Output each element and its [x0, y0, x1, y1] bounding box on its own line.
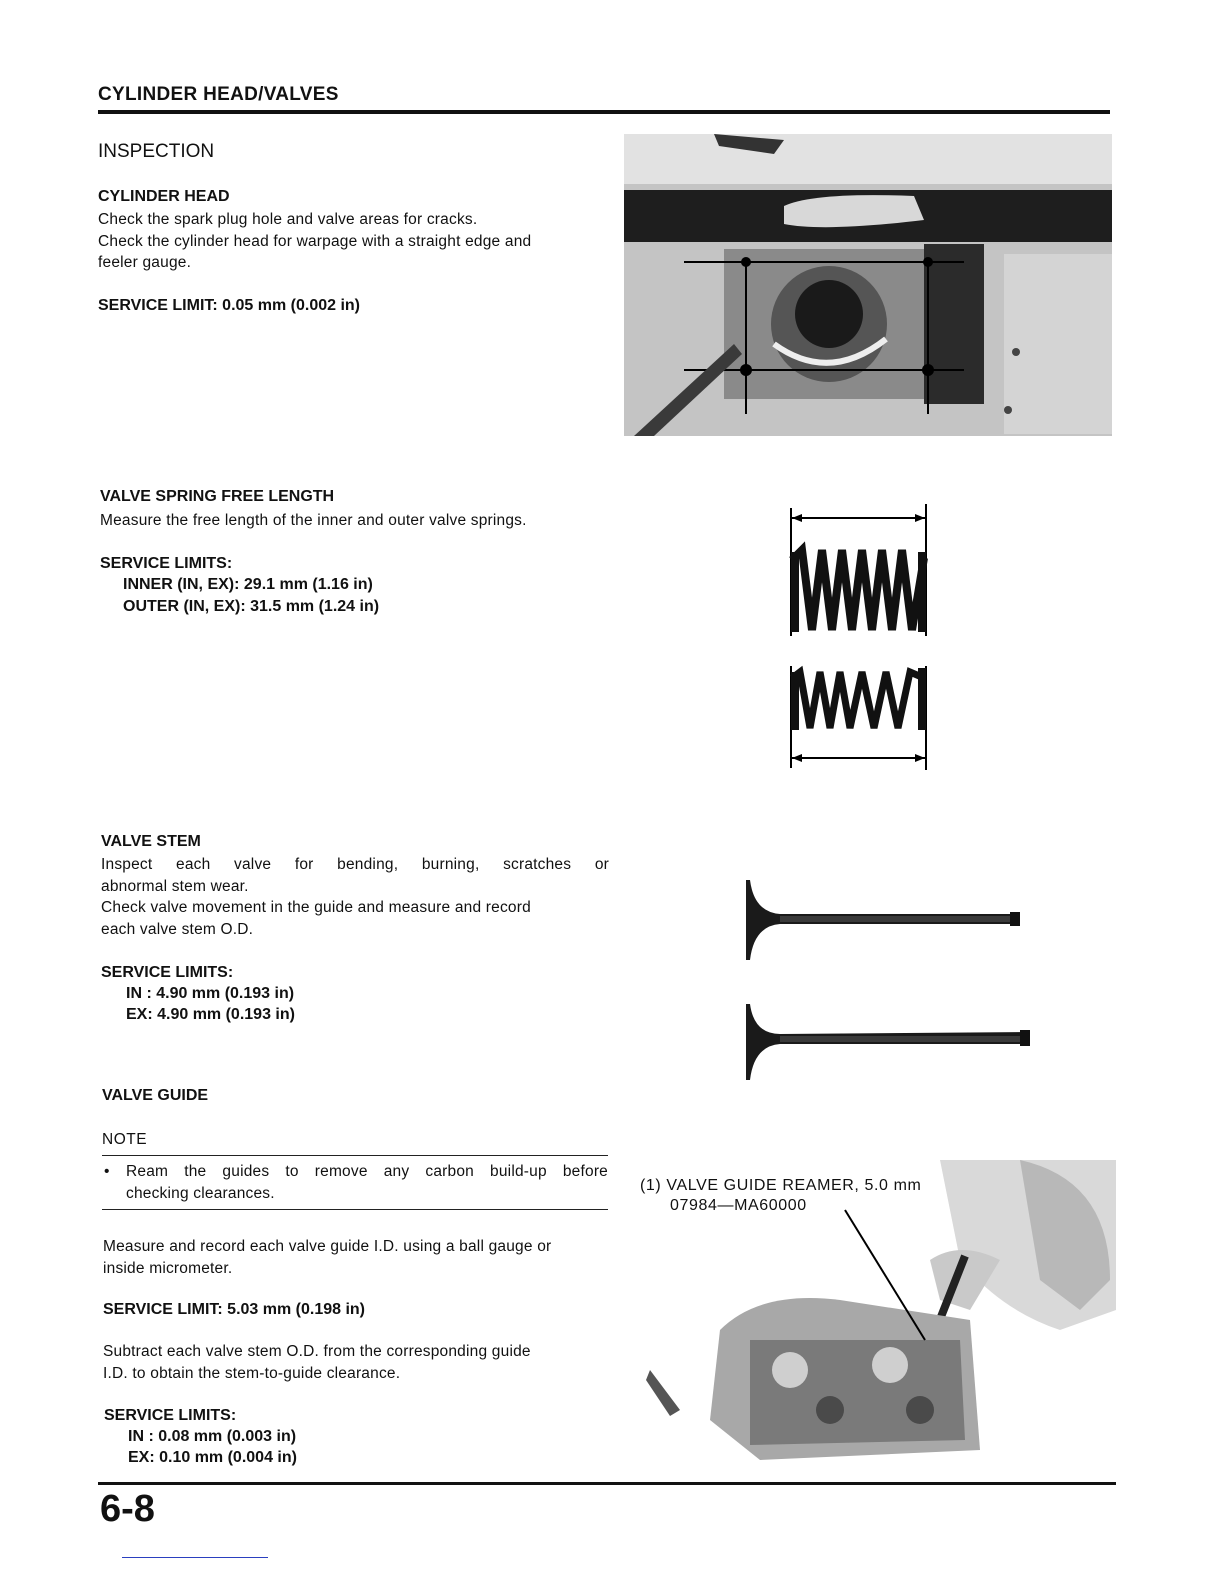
- valves-illustration: [740, 874, 1036, 1084]
- valve-spring-text: Measure the free length of the inner and outer valve springs.: [100, 512, 527, 529]
- reamer-callout-label: (1) VALVE GUIDE REAMER, 5.0 mm: [640, 1175, 925, 1196]
- valve-stem-line-3: Check valve movement in the guide and measure and record: [101, 899, 531, 916]
- page-number: 6-8: [100, 1488, 155, 1530]
- cylinder-head-line-2: Check the cylinder head for warpage with a straight edge and: [98, 232, 532, 250]
- note-top-rule: [102, 1155, 608, 1156]
- valve-guide-line-2: inside micrometer.: [103, 1259, 233, 1277]
- valve-stem-title: VALVE STEM: [101, 833, 201, 850]
- valve-stem-text: [101, 854, 609, 940]
- note-bullet: •: [104, 1163, 110, 1180]
- cylinder-head-title: CYLINDER HEAD: [98, 188, 230, 205]
- valve-guide-text-1: [103, 1236, 613, 1279]
- valve-stem-line-4: each valve stem O.D.: [101, 920, 254, 938]
- footer-rule: [98, 1482, 1116, 1485]
- valve-guide-line-1: Measure and record each valve guide I.D. using a ball gauge or: [103, 1238, 552, 1255]
- valve-guide-line-4: I.D. to obtain the stem-to-guide clearance.: [103, 1364, 401, 1382]
- cylinder-head-warpage-photo: [624, 134, 1112, 436]
- valve-spring-title: VALVE SPRING FREE LENGTH: [100, 488, 335, 505]
- clearance-limits-label: SERVICE LIMITS:: [104, 1407, 237, 1424]
- cylinder-head-line-1: Check the spark plug hole and valve areas for cracks.: [98, 211, 478, 228]
- valve-spring-limits-label: SERVICE LIMITS:: [100, 555, 233, 572]
- valve-guide-service-limit: SERVICE LIMIT: 5.03 mm (0.198 in): [103, 1301, 366, 1318]
- valve-guide-line-3: Subtract each valve stem O.D. from the corresponding guide: [103, 1343, 531, 1360]
- reamer-callout-part-number: 07984—MA60000: [670, 1195, 811, 1216]
- valve-guide-text-2: [103, 1341, 611, 1384]
- section-header-title: CYLINDER HEAD/VALVES: [98, 84, 339, 105]
- note-bottom-rule: [102, 1209, 608, 1210]
- cylinder-head-text: [98, 209, 608, 274]
- cylinder-head-line-3: feeler gauge.: [98, 254, 192, 271]
- clearance-in-limit: IN : 0.08 mm (0.003 in): [128, 1428, 297, 1445]
- valve-spring-illustration: [782, 500, 932, 772]
- cylinder-head-service-limit: SERVICE LIMIT: 0.05 mm (0.002 in): [98, 297, 361, 314]
- header-rule: [98, 110, 1110, 114]
- valve-stem-in-limit: IN : 4.90 mm (0.193 in): [126, 985, 295, 1002]
- valve-stem-limits-label: SERVICE LIMITS:: [101, 964, 234, 981]
- valve-spring-outer-limit: OUTER (IN, EX): 31.5 mm (1.24 in): [123, 598, 380, 615]
- note-line-2: checking clearances.: [126, 1184, 275, 1202]
- inspection-heading: INSPECTION: [98, 141, 215, 162]
- valve-spring-inner-limit: INNER (IN, EX): 29.1 mm (1.16 in): [123, 576, 373, 593]
- valve-stem-line-2: abnormal stem wear.: [101, 877, 249, 895]
- footer-link-underline[interactable]: [122, 1557, 268, 1558]
- valve-stem-line-1: Inspect each valve for bending, burning, scratches or: [101, 856, 609, 873]
- note-label: NOTE: [102, 1131, 148, 1148]
- note-line-1: Ream the guides to remove any carbon build-up before: [126, 1163, 608, 1180]
- clearance-ex-limit: EX: 0.10 mm (0.004 in): [128, 1449, 297, 1466]
- note-text: [126, 1161, 608, 1204]
- valve-guide-title: VALVE GUIDE: [102, 1087, 209, 1104]
- valve-stem-ex-limit: EX: 4.90 mm (0.193 in): [126, 1006, 295, 1023]
